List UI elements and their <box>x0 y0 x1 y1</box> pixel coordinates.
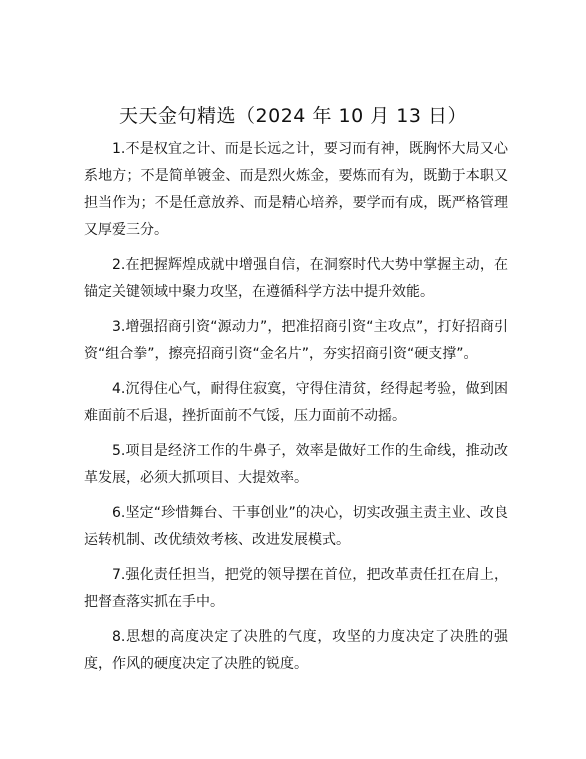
document-body <box>84 136 508 686</box>
document-title: 天天金句精选（2024 年 10 月 13 日） <box>119 105 467 127</box>
paragraph-8: 8.思想的高度决定了决胜的气度，攻坚的力度决定了决胜的强度，作风的硬度决定了决胜的锐度。 <box>84 629 508 672</box>
paragraph-1: 1.不是权宜之计、而是长远之计，要习而有神，既胸怀大局又心系地方；不是简单镀金、而是烈火炼金，要炼而有为，既勤于本职又担当作为；不是任意放养、而是精心培养，要学而有成，既严格管理又厚爱三分。 <box>84 141 508 238</box>
paragraph-6: 6.坚定“珍惜舞台、干事创业”的决心，切实改强主责主业、改良运转机制、改优绩效考核、改进发展模式。 <box>84 505 508 548</box>
paragraph-5: 5.项目是经济工作的牛鼻子，效率是做好工作的生命线，推动改革发展，必须大抓项目、大提效率。 <box>84 443 508 486</box>
paragraph-2: 2.在把握辉煌成就中增强自信，在洞察时代大势中掌握主动，在锚定关键领域中聚力攻坚，在遵循科学方法中提升效能。 <box>84 257 508 300</box>
paragraph-3: 3.增强招商引资“源动力”，把准招商引资“主攻点”，打好招商引资“组合拳”，擦亮招商引资“金名片”，夯实招商引资“硬支撑”。 <box>84 319 508 362</box>
paragraph-7: 7.强化责任担当，把党的领导摆在首位，把改革责任扛在肩上，把督查落实抓在手中。 <box>84 567 508 610</box>
paragraph-4: 4.沉得住心气，耐得住寂寞，守得住清贫，经得起考验，做到困难面前不后退，挫折面前不气馁，压力面前不动摇。 <box>84 381 508 424</box>
